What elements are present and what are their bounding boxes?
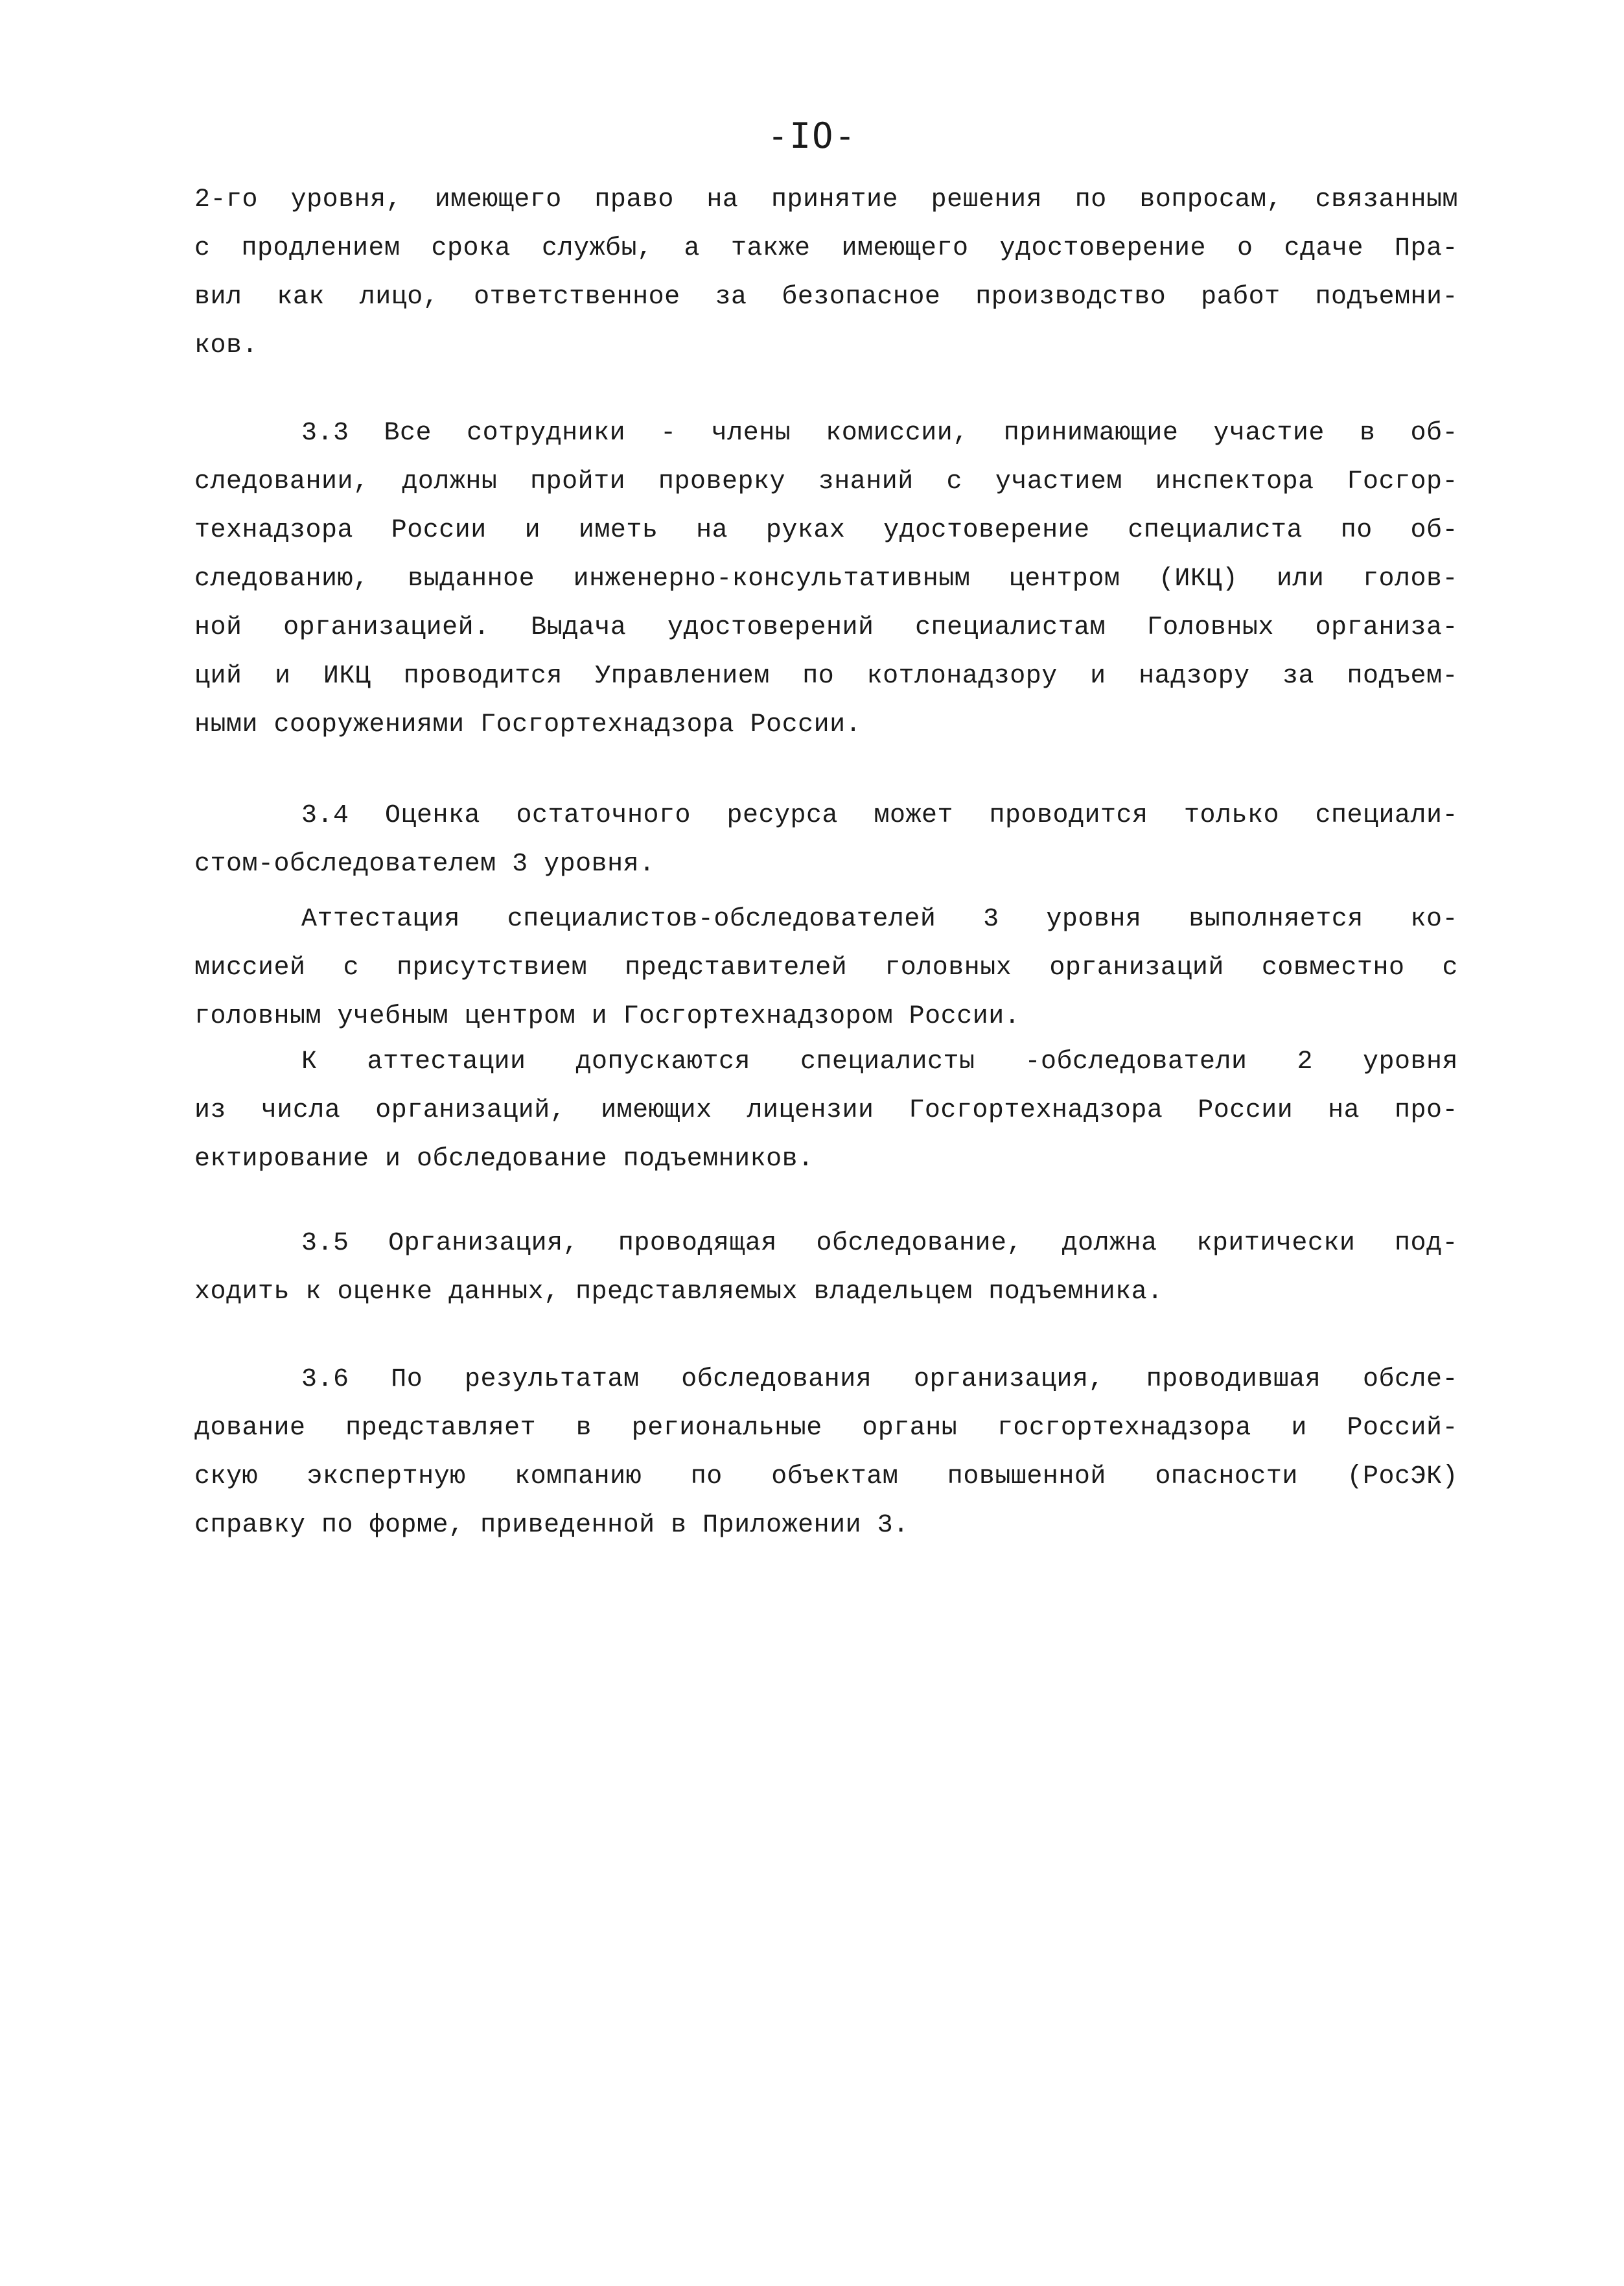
text-line: 3.3 Все сотрудники - члены комиссии, принимающие участие в об-	[301, 419, 1458, 448]
text-line: следованию, выданное инженерно-консультативным центром (ИКЦ) или голов-	[194, 565, 1458, 594]
text-line: головным учебным центром и Госгортехнадзором России.	[194, 1002, 1021, 1031]
text-line: 2-го уровня, имеющего право на принятие решения по вопросам, связанным	[194, 185, 1458, 215]
text-line: 3.6 По результатам обследования организация, проводившая обсле-	[301, 1365, 1458, 1394]
text-line: следовании, должны пройти проверку знаний с участием инспектора Госгор-	[194, 467, 1458, 496]
text-line: 3.4 Оценка остаточного ресурса может проводится только специали-	[301, 801, 1458, 830]
text-line: ной организацией. Выдача удостоверений специалистам Головных организа-	[194, 613, 1458, 642]
text-line: с продлением срока службы, а также имеющего удостоверение о сдаче Пра-	[194, 234, 1458, 263]
text-line: К аттестации допускаются специалисты -обследователи 2 уровня	[301, 1047, 1458, 1077]
text-line: ными сооружениями Госгортехнадзора России.	[194, 710, 862, 740]
text-line: 3.5 Организация, проводящая обследование, должна критически под-	[301, 1229, 1458, 1258]
text-line: стом-обследователем 3 уровня.	[194, 850, 655, 879]
text-line: миссией с присутствием представителей головных организаций совместно с	[194, 953, 1458, 983]
text-line: ектирование и обследование подъемников.	[194, 1145, 814, 1174]
text-line: ков.	[194, 331, 259, 360]
text-line: из числа организаций, имеющих лицензии Госгортехнадзора России на про-	[194, 1096, 1458, 1125]
text-line: дование представляет в региональные органы госгортехнадзора и Россий-	[194, 1414, 1458, 1443]
text-line: технадзора России и иметь на руках удостоверение специалиста по об-	[194, 516, 1458, 545]
text-line: ций и ИКЦ проводится Управлением по котлонадзору и надзору за подъем-	[194, 662, 1458, 691]
text-line: скую экспертную компанию по объектам повышенной опасности (РосЭК)	[194, 1462, 1458, 1491]
text-line: ходить к оценке данных, представляемых владельцем подъемника.	[194, 1277, 1163, 1307]
page-number: -IO-	[767, 115, 857, 156]
text-line: справку по форме, приведенной в Приложении 3.	[194, 1511, 909, 1540]
text-line: вил как лицо, ответственное за безопасное производство работ подъемни-	[194, 283, 1458, 312]
text-line: Аттестация специалистов-обследователей 3 уровня выполняется ко-	[301, 905, 1458, 934]
